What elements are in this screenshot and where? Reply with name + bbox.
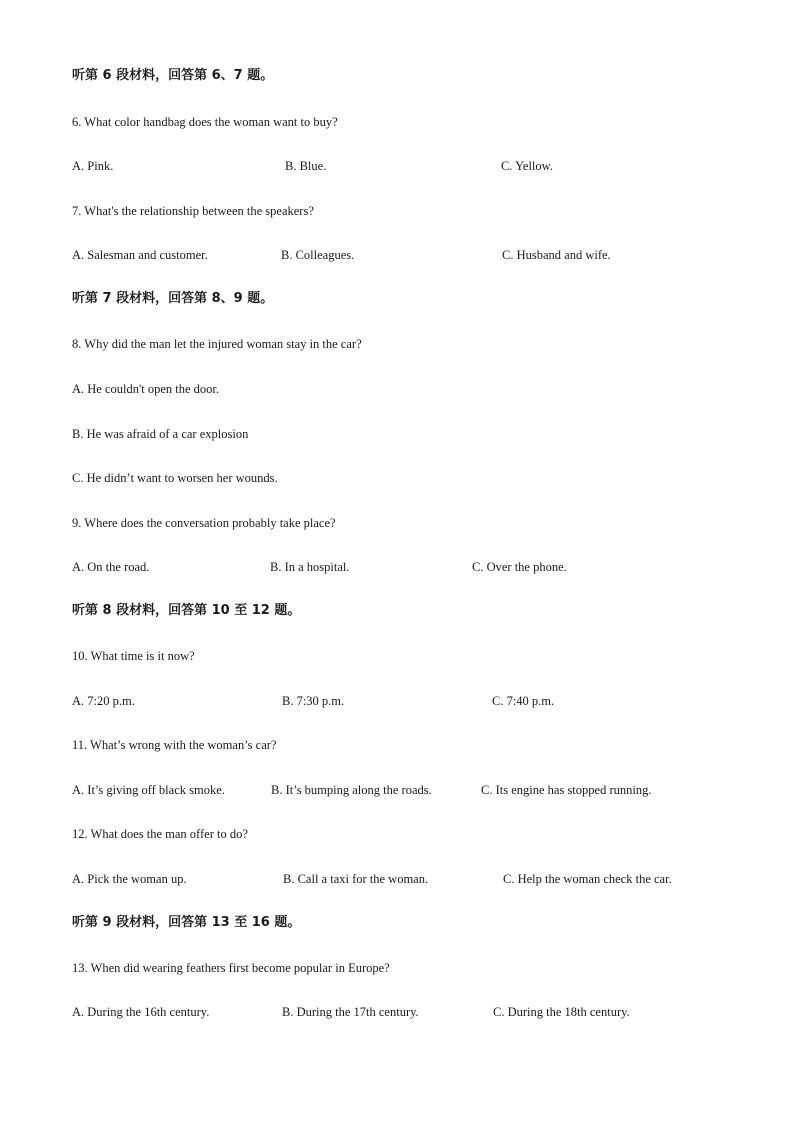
question-12: 12. What does the man offer to do? [72, 827, 248, 841]
option-6b: B. Blue. [285, 159, 327, 173]
option-13b: B. During the 17th century. [282, 1005, 419, 1019]
options-9 [72, 559, 732, 575]
option-6c: C. Yellow. [501, 159, 553, 173]
question-10: 10. What time is it now? [72, 649, 195, 663]
option-6a: A. Pink. [72, 159, 114, 173]
option-13a: A. During the 16th century. [72, 1005, 210, 1019]
option-7c: C. Husband and wife. [502, 248, 611, 262]
options-11 [72, 782, 732, 798]
option-9c: C. Over the phone. [472, 560, 567, 574]
options-7 [72, 247, 732, 263]
option-8c: C. He didn’t want to worsen her wounds. [72, 471, 278, 485]
option-10b: B. 7:30 p.m. [282, 694, 345, 708]
option-12c: C. Help the woman check the car. [503, 872, 672, 886]
section-heading-7: 听第 7 段材料，回答第 8、9 题。 [72, 291, 274, 306]
options-13 [72, 1004, 732, 1020]
option-7a: A. Salesman and customer. [72, 248, 208, 262]
option-7b: B. Colleagues. [281, 248, 355, 262]
option-13c: C. During the 18th century. [493, 1005, 630, 1019]
option-12a: A. Pick the woman up. [72, 872, 187, 886]
options-6 [72, 158, 732, 174]
option-11a: A. It’s giving off black smoke. [72, 783, 225, 797]
option-11b: B. It’s bumping along the roads. [271, 783, 432, 797]
option-12b: B. Call a taxi for the woman. [283, 872, 429, 886]
option-11c: C. Its engine has stopped running. [481, 783, 652, 797]
options-10 [72, 693, 732, 709]
question-7: 7. What's the relationship between the speakers? [72, 204, 314, 218]
section-heading-9: 听第 9 段材料，回答第 13 至 16 题。 [72, 915, 301, 930]
question-9: 9. Where does the conversation probably take place? [72, 516, 336, 530]
question-6: 6. What color handbag does the woman want to buy? [72, 115, 338, 129]
section-heading-8: 听第 8 段材料，回答第 10 至 12 题。 [72, 603, 301, 618]
option-9a: A. On the road. [72, 560, 150, 574]
section-heading-6: 听第 6 段材料，回答第 6、7 题。 [72, 68, 274, 83]
question-13: 13. When did wearing feathers first become popular in Europe? [72, 961, 390, 975]
option-10a: A. 7:20 p.m. [72, 694, 135, 708]
option-10c: C. 7:40 p.m. [492, 694, 555, 708]
question-11: 11. What’s wrong with the woman’s car? [72, 738, 277, 752]
option-9b: B. In a hospital. [270, 560, 350, 574]
option-8b: B. He was afraid of a car explosion [72, 427, 249, 441]
question-8: 8. Why did the man let the injured woman stay in the car? [72, 337, 362, 351]
options-12 [72, 871, 732, 887]
option-8a: A. He couldn't open the door. [72, 382, 220, 396]
